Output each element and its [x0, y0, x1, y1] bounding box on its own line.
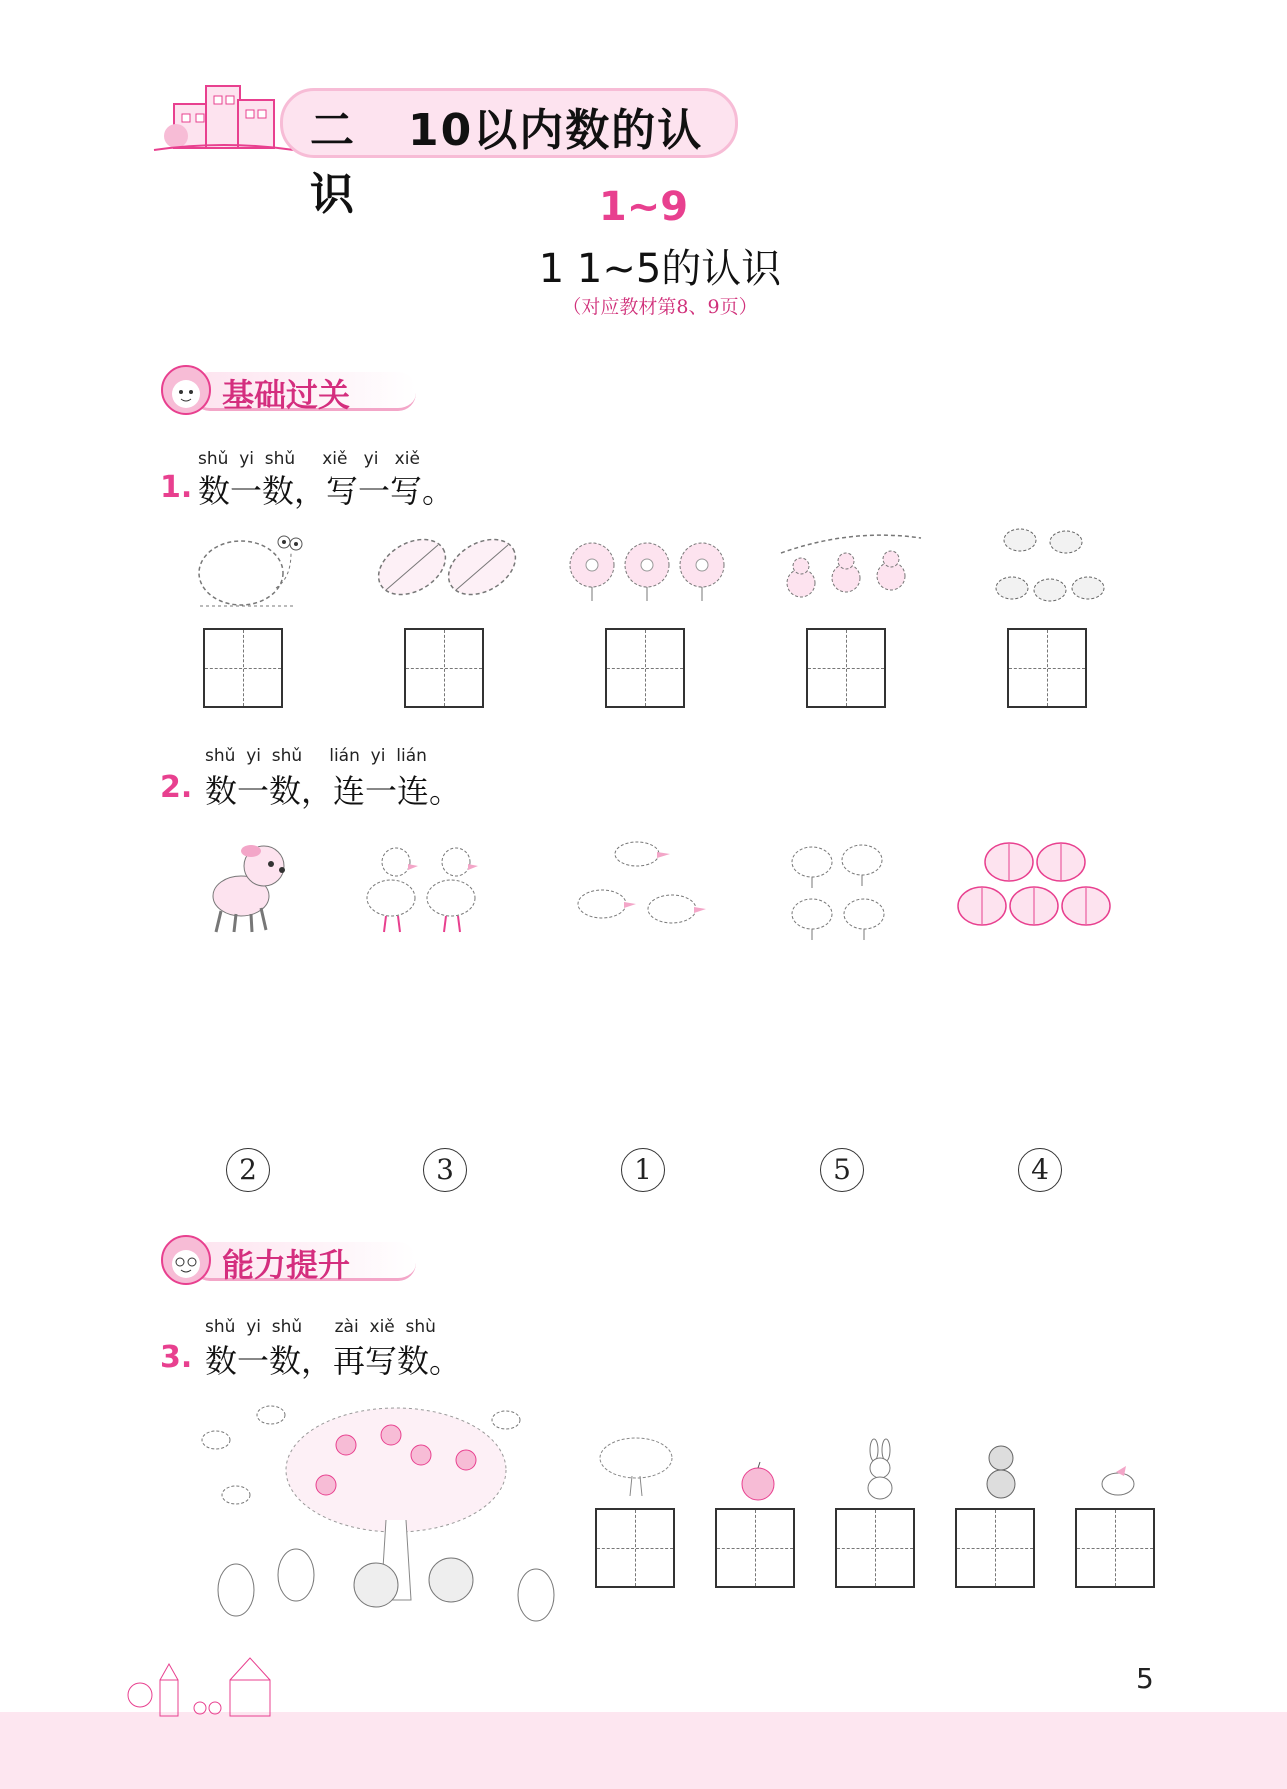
tree-scene-picture [196, 1400, 566, 1640]
number-circle[interactable]: 3 [423, 1148, 467, 1192]
number-circle[interactable]: 1 [621, 1148, 665, 1192]
q1-pinyin: shǔ yi shǔ xiě yi xiě [198, 449, 420, 469]
chapter-number: 二 [310, 105, 356, 156]
answer-box[interactable] [955, 1508, 1035, 1588]
unit-range: 1~9 [598, 184, 689, 230]
boy-mascot-icon [160, 1234, 212, 1286]
footer-band [0, 1712, 1287, 1789]
q1-number: 1. [160, 470, 193, 505]
lesson-title: 1 1~5的认识 [538, 246, 782, 292]
gourds-picture [776, 528, 926, 608]
chickens-picture [784, 832, 894, 942]
answer-box[interactable] [595, 1508, 675, 1588]
q2-pinyin: shǔ yi shǔ lián yi lián [205, 746, 427, 766]
q1-text: 数一数，写一写。 [198, 472, 455, 510]
bird-picture [562, 834, 712, 944]
section-label: 基础过关 [222, 376, 351, 414]
dog-picture [196, 836, 296, 936]
number-circle[interactable]: 5 [820, 1148, 864, 1192]
q2-text: 数一数，连一连。 [205, 772, 462, 810]
small-bird-icon [1096, 1466, 1142, 1500]
pumpkins-picture [954, 834, 1114, 934]
flowers-picture [562, 535, 732, 605]
answer-box[interactable] [806, 628, 886, 708]
q3-number: 3. [160, 1340, 193, 1375]
girl-mascot-icon [160, 364, 212, 416]
section-basic [160, 362, 420, 418]
number-circle[interactable]: 4 [1018, 1148, 1062, 1192]
bees-picture [990, 520, 1110, 610]
footer-town-icon [120, 1650, 320, 1720]
page-number: 5 [1136, 1662, 1154, 1695]
rabbit-icon [860, 1438, 900, 1500]
tree-icon [596, 1436, 676, 1496]
q3-pinyin: shǔ yi shǔ zài xiě shù [205, 1317, 436, 1337]
snail-picture [196, 528, 306, 608]
lesson-subtitle: （对应教材第8、9页） [562, 296, 758, 318]
answer-box[interactable] [605, 628, 685, 708]
q2-number: 2. [160, 770, 193, 805]
apple-icon [738, 1462, 778, 1502]
chapter-name: 10以内数的认识 [310, 105, 704, 220]
q3-text: 数一数，再写数。 [205, 1342, 462, 1380]
answer-box[interactable] [835, 1508, 915, 1588]
section-advanced [160, 1232, 420, 1288]
answer-box[interactable] [404, 628, 484, 708]
number-circle[interactable]: 2 [226, 1148, 270, 1192]
answer-box[interactable] [1075, 1508, 1155, 1588]
ducks-picture [356, 836, 486, 936]
answer-box[interactable] [203, 628, 283, 708]
school-building-icon [154, 76, 294, 156]
answer-box[interactable] [1007, 628, 1087, 708]
answer-box[interactable] [715, 1508, 795, 1588]
leaves-picture [372, 535, 522, 605]
section-label: 能力提升 [222, 1246, 351, 1284]
monkey-icon [976, 1444, 1026, 1500]
